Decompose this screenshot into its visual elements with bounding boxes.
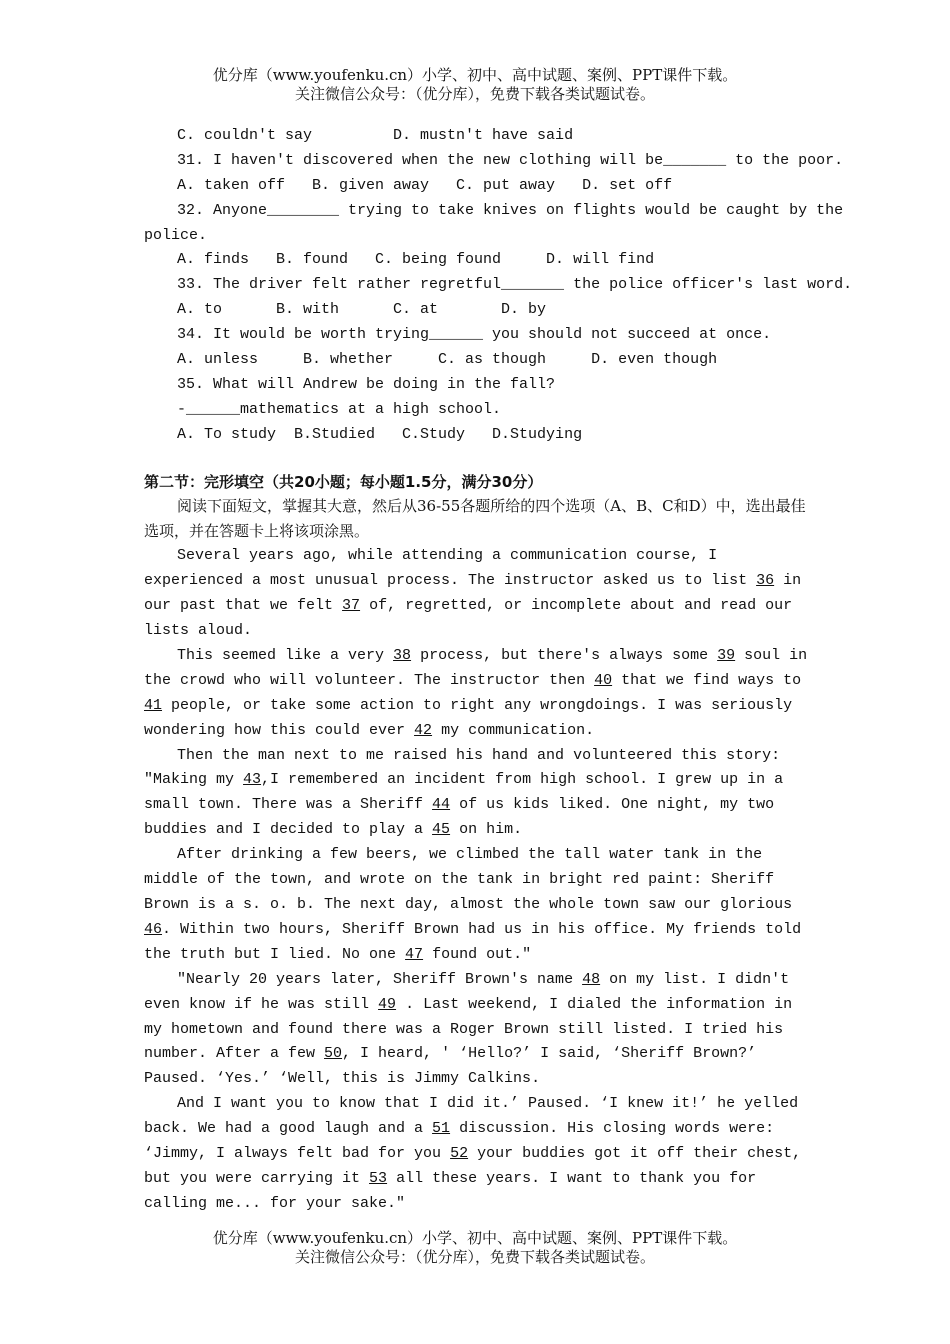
q33-options: A. to B. with C. at D. by [177,301,547,319]
footer-line-1: 优分库（www.youfenku.cn）小学、初中、高中试题、案例、PPT课件下载。 [212,1229,738,1247]
blank-52: 52 [450,1145,469,1163]
blank-51: 51 [432,1120,451,1138]
footer-line-2: 关注微信公众号：（优分库），免费下载各类试题试卷。 [294,1248,655,1266]
passage-paragraph-4: After drinking a few beers, we climbed the tall water tank in the middle of the town, and wrote on the tank in bright red paint: Sheriff Brown is a s. o. b. The next day, almost the whole town saw our glorious 46. Within two hours, Sheriff Brown had us in his office. My friends told the truth but I lied. No one 47 found out." [144,846,811,963]
q35-options: A. To study B.Studied C.Study D.Studying [177,425,583,443]
passage-paragraph-5: "Nearly 20 years later, Sheriff Brown's name 48 on my list. I didn't even know if he was still 49 . Last weekend, I dialed the information in my hometown and found there was a Roger Brown still listed. I tried his number. After a few 50, I heard, ' ‘Hello?’ I said, ‘Sheriff Brown?’ Paused. ‘Yes.’ ‘Well, this is Jimmy Calkins. [144,970,802,1088]
header-line-1: 优分库（www.youfenku.cn）小学、初中、高中试题、案例、PPT课件下载。 [212,66,738,84]
q34-stem: 34. It would be worth trying______ you should not succeed at once. [177,326,772,344]
passage-paragraph-3: Then the man next to me raised his hand and volunteered this story: "Making my 43,I remembered an incident from high school. I grew up in a small town. There was a Sheriff 44 of us kids liked. One night, my two buddies and I decided to play a 45 on him. [144,746,793,839]
blank-42: 42 [414,721,433,739]
q31-options: A. taken off B. given away C. put away D. set off [177,176,673,194]
section-title: 第二节：完形填空（共20小题；每小题1.5分，满分30分） [144,472,543,491]
blank-53: 53 [369,1169,388,1187]
blank-40: 40 [594,671,613,689]
q30-options: C. couldn't say D. mustn't have said [177,127,574,144]
passage-paragraph-1: Several years ago, while attending a communication course, I experienced a most unusual process. The instructor asked us to list 36 in our past that we felt 37 of, regretted, or incomplete about and read our lists aloud. [144,547,811,640]
page-header [0,66,950,104]
blank-36: 36 [756,572,775,590]
blank-44: 44 [432,796,451,814]
blank-37: 37 [342,597,361,615]
blank-50: 50 [324,1045,343,1063]
blank-43: 43 [243,771,262,789]
blank-48: 48 [582,970,601,988]
q35-stem: 35. What will Andrew be doing in the fall? [177,375,556,393]
blank-47: 47 [405,945,424,963]
blank-39: 39 [717,646,736,664]
blank-45: 45 [432,821,451,839]
section-instruction: 阅读下面短文，掌握其大意，然后从36-55各题所给的四个选项（A、B、C和D）中，选出最佳选项，并在答题卡上将该项涂黑。 [144,497,806,541]
q35-reply: -______mathematics at a high school. [177,400,502,418]
q32-stem-continued: police. [144,226,208,244]
page-content [144,124,853,1217]
page-footer [0,1229,950,1267]
q34-options: A. unless B. whether C. as though D. even though [177,351,718,369]
q32-stem: 32. Anyone________ trying to take knives on flights would be caught by the [177,201,844,219]
q33-stem: 33. The driver felt rather regretful_______ the police officer's last word. [177,276,853,294]
blank-41: 41 [144,696,163,714]
q32-options: A. finds B. found C. being found D. will find [177,251,655,269]
passage-paragraph-6: And I want you to know that I did it.’ Paused. ‘I knew it!’ he yelled back. We had a good laugh and a 51 discussion. His closing words were: ‘Jimmy, I always felt bad for you 52 your buddies got it off their chest, but you were carrying it 53 all these years. I want to thank you for calling me... for your sake." [144,1095,811,1212]
q31-stem: 31. I haven't discovered when the new clothing will be_______ to the poor. [177,151,844,169]
blank-46: 46 [144,920,163,938]
header-line-2: 关注微信公众号：（优分库），免费下载各类试题试卷。 [294,85,655,103]
blank-49: 49 [378,995,397,1013]
blank-38: 38 [393,646,412,664]
passage-paragraph-2: This seemed like a very 38 process, but there's always some 39 soul in the crowd who will volunteer. The instructor then 40 that we find ways to 41 people, or take some action to right any wrongdoings. I was seriously wondering how this could ever 42 my communication. [144,646,817,739]
